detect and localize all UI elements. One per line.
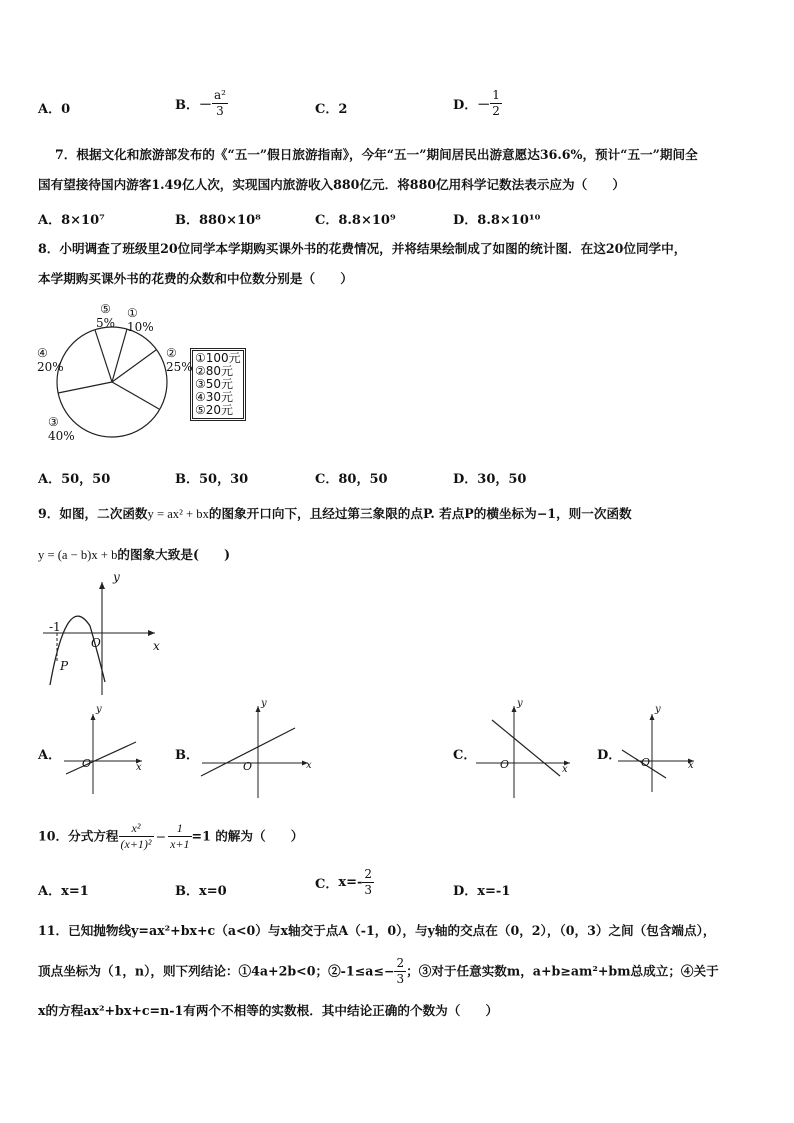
axis-origin-label: O [500,758,510,771]
pie-label-4: ④ 20% [37,346,64,374]
axis-x-label: x [136,762,142,773]
option-line [66,742,136,774]
q6-option-c: C．2 [315,102,348,117]
q11-fraction: $\frac{2}{3}$ [396,956,405,986]
q10-stem: 10．分式方程 $\frac{\text{x²}}{\text{(x+1)²}}$ − $\frac{1}{x+1}$ =1 的解为（ ） [38,821,304,851]
q9-option-d-label: D． [597,748,622,763]
axis-origin-label: O [243,760,253,773]
q10-option-d: D．x=-1 [453,884,511,899]
pie-label-1: ① 10% [127,306,154,334]
axis-y-label: y [517,698,523,709]
q10-option-a: A．x=1 [38,884,89,899]
q8-option-a: A．50，50 [38,472,111,487]
y-arrow-icon [99,582,105,589]
axis-x-label: x [688,760,694,771]
legend-item: ①100元 [195,351,241,365]
x-arrow-icon [148,630,155,636]
q8-line2: 本学期购买课外书的花费的众数和中位数分别是（ ） [38,271,353,286]
q10-fraction-2: $\frac{1}{x+1}$ [170,821,190,851]
graph-y-label: y [113,570,120,584]
q6-b-fraction: $\frac{\text{a²}}{3}$ [214,88,226,118]
q11-line3: x的方程ax²+bx+c=n-1有两个不相等的实数根．其中结论正确的个数为（ ） [38,1003,499,1018]
axis-y-label: y [96,704,102,715]
axis-y-label: y [655,704,661,715]
q9-parabola-graph [35,570,165,700]
parabola-svg [35,570,165,700]
y-arrow-icon [91,714,96,720]
y-arrow-icon [650,714,655,720]
q6-option-b: B．－ $\frac{\text{a²}}{3}$ [175,88,226,118]
legend-item: ⑤20元 [195,403,234,417]
legend-item: ②80元 [195,364,234,378]
graph-origin-label: O [91,636,101,650]
pie-label-3: ③ 40% [48,415,75,443]
pie-figure [30,300,260,450]
q9-line2: y = (a − b)x + b的图象大致是( ) [38,547,231,562]
q7-option-b: B．880×10⁸ [175,213,261,228]
q8-option-d: D．30，50 [453,472,527,487]
q8-line1: 8．小明调查了班级里20位同学本学期购买课外书的花费情况，并将结果绘制成了如图的统计图．在这20位同学中， [38,241,687,256]
q7-line2: 国有望接待国内游客1.49亿人次，实现国内旅游收入880亿元．将880亿用科学记数法表示应为（ ） [38,177,625,192]
pie-legend [190,348,246,421]
q10-option-c: C．x=- $\frac{2}{3}$ [315,867,373,897]
q9-option-b-label: B． [175,748,199,763]
q7-option-a: A．8×10⁷ [38,213,105,228]
q9-option-b-graph [198,698,323,800]
graph-p-label: P [60,659,69,673]
q9-line1: 9．如图，二次函数y = ax² + bx的图象开口向下，且经过第三象限的点P. 若点P的横坐标为−1，则一次函数 [38,506,632,521]
axis-x-label: x [306,760,312,771]
q9-option-c-label: C． [453,748,477,763]
q6-option-a: A．0 [38,102,71,117]
q7-option-c: C．8.8×10⁹ [315,213,396,228]
q7-line1: 7．根据文化和旅游部发布的《“五一”假日旅游指南》，今年“五一”期间居民出游意愿达36.6%，预计“五一”期间全 [55,147,698,162]
q10-c-fraction: $\frac{2}{3}$ [364,867,373,897]
q9-option-d-graph [614,704,704,799]
axis-y-label: y [261,698,267,709]
q8-option-b: B．50，30 [175,472,249,487]
legend-item: ④30元 [195,390,234,404]
q9-option-a-graph [60,704,150,799]
q10-option-b: B．x=0 [175,884,227,899]
q7-option-d: D．8.8×10¹⁰ [453,213,541,228]
q6-d-fraction: $\frac{1}{2}$ [492,88,500,118]
pie-label-2: ② 25% [166,346,193,374]
q9-option-c-graph [472,698,582,800]
q6-option-d: D．－ $\frac{1}{2}$ [453,88,500,118]
axis-origin-label: O [82,757,92,770]
graph-neg1-label: -1 [49,620,61,634]
q10-fraction-1: $\frac{\text{x²}}{\text{(x+1)²}}$ [120,821,152,851]
graph-x-label: x [153,639,160,653]
axis-x-label: x [562,764,568,775]
q11-line1: 11．已知抛物线y=ax²+bx+c（a<0）与x轴交于点A（-1，0），与y轴的交点在（0，2），（0，3）之间（包含端点）， [38,923,716,938]
q11-line2: 顶点坐标为（1，n），则下列结论：①4a+2b<0；②-1≤a≤− $\frac{2}{3}$ ；③对于任意实数m，a+b≥am²+bm总成立；④关于 [38,956,719,986]
axis-origin-label: O [641,756,651,769]
y-arrow-icon [512,706,517,712]
pie-label-5: ⑤ 5% [96,302,116,330]
q9-option-a-label: A． [38,748,62,763]
y-arrow-icon [256,706,261,712]
q8-option-c: C．80，50 [315,472,388,487]
legend-item: ③50元 [195,377,234,391]
